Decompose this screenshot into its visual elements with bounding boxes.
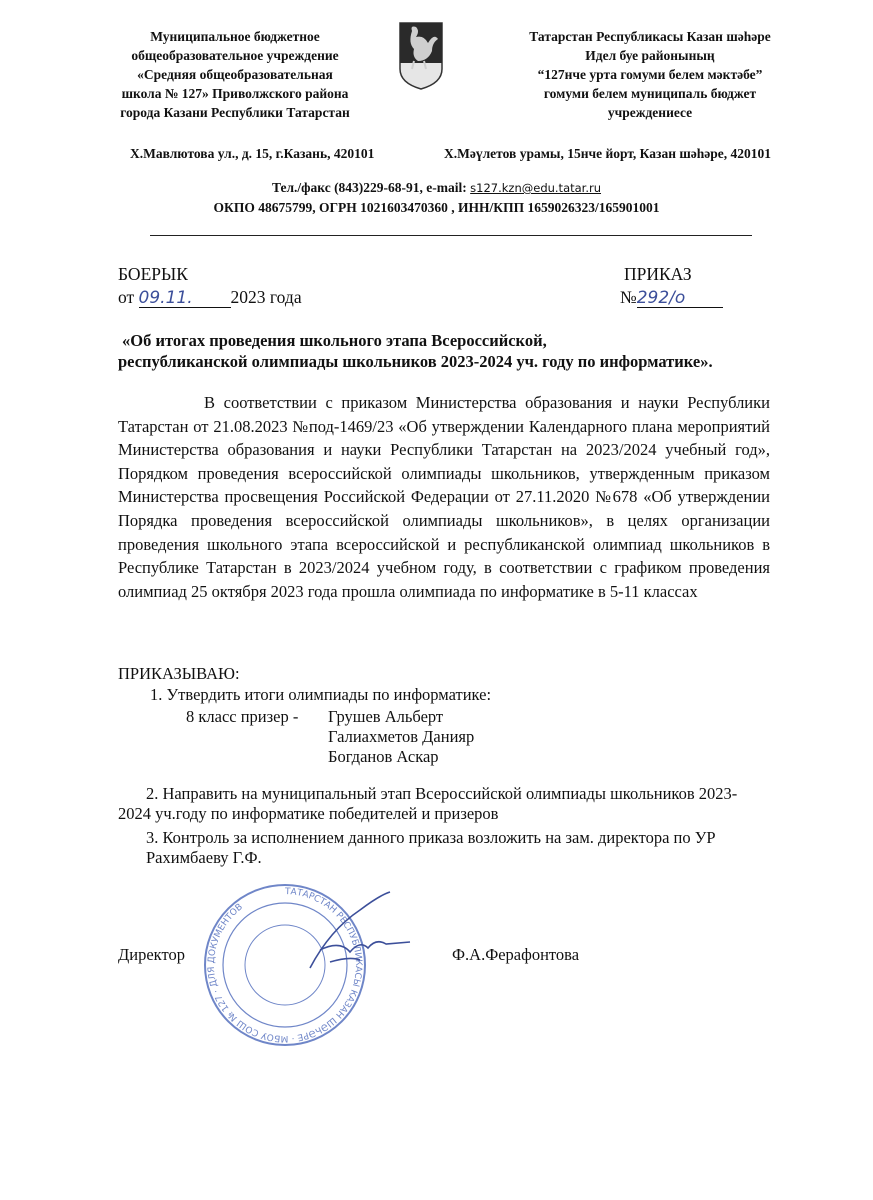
header-line: общеобразовательное учреждение — [131, 48, 339, 63]
order-date — [118, 287, 302, 308]
phone-fax: Тел./факс (843)229-68-91, e-mail: — [271, 180, 471, 195]
class-label: 8 класс призер - — [186, 707, 299, 726]
header-line: Муниципальное бюджетное — [150, 29, 320, 44]
coat-of-arms-icon — [398, 21, 444, 91]
header-line: Татарстан Республикасы Казан шәһәре — [529, 29, 771, 44]
signature-icon — [290, 890, 420, 980]
winner: Грушев Альберт — [328, 707, 444, 726]
date-prefix: от — [118, 287, 135, 307]
header-line: Идел буе районының — [585, 48, 715, 63]
number-prefix: № — [620, 287, 637, 307]
date-handwritten: 09.11. — [139, 289, 231, 308]
signatory-name: Ф.А.Ферафонтова — [452, 945, 580, 964]
decree-item-3 — [146, 828, 716, 868]
order-subject — [118, 330, 713, 372]
contacts — [0, 178, 873, 217]
header-line: “127нче урта гомуми белем мәктәбе” — [537, 67, 763, 82]
signatory-role: Директор — [118, 945, 185, 964]
header-line: учреждениесе — [607, 105, 693, 120]
title-russian: ПРИКАЗ — [624, 264, 692, 284]
item-line: 3. Контроль за исполнением данного приказа возложить на зам. директора по УР — [146, 828, 716, 847]
subject-line: «Об итогах проведения школьного этапа Всероссийской, — [122, 331, 547, 350]
email-link[interactable]: s127.kzn@edu.tatar.ru — [470, 181, 602, 195]
stamp-text: ТАТАРСТАН РЕСПУБЛИКАСЫ КАЗАН ШӘҺӘРЕ · МБОУ СОШ № 127 · ДЛЯ ДОКУМЕНТОВ — [206, 886, 364, 1044]
school-name-russian — [105, 27, 365, 122]
header-line: «Средняя общеобразовательная — [137, 67, 333, 82]
winner: Галиахметов Данияр — [328, 727, 475, 746]
number-handwritten: 292/о — [637, 289, 723, 308]
header-line: города Казани Республики Татарстан — [120, 105, 350, 120]
header-divider — [150, 235, 752, 236]
decree-heading: ПРИКАЗЫВАЮ: — [118, 664, 240, 683]
address-tatar: Х.Мәүлетов урамы, 15нче йорт, Казан шәһәре, 420101 — [444, 146, 772, 161]
item-line: 2024 уч.году по информатике победителей и призеров — [118, 804, 499, 823]
address-russian: Х.Мавлютова ул., д. 15, г.Казань, 420101 — [130, 146, 375, 161]
date-suffix: 2023 года — [230, 287, 302, 307]
decree-item-2 — [118, 784, 808, 824]
header-line: школа № 127» Приволжского района — [121, 86, 349, 101]
title-tatar: БОЕРЫК — [118, 264, 188, 284]
school-name-tatar — [500, 27, 800, 122]
preamble-paragraph: В соответствии с приказом Министерства образования и науки Республики Татарстан от 21.08.2023 №под-1469/23 «Об утверждении Календарного плана мероприятий Министерства образования и науки Республики Татарстан на 2023/2024 учебный год», Порядком проведения всероссийской олимпиады школьников, утвержденным приказом Министерства просвещения Российской Федерации от 27.11.2020 №678 «Об утверждении Порядка проведения всероссийской олимпиады школьников», в целях организации проведения школьного этапа всероссийской и республиканской олимпиад школьников в Республике Татарстан в 2023/2024 учебном году, в соответствии с графиком проведения олимпиад 25 октября 2023 года прошла олимпиада по информатике в 5-11 классах — [118, 393, 770, 601]
winners-list — [328, 707, 474, 767]
header-line: гомуми белем муниципаль бюджет — [543, 86, 757, 101]
item-line: 2. Направить на муниципальный этап Всероссийской олимпиады школьников 2023- — [146, 784, 738, 803]
registration-codes: ОКПО 48675799, ОГРН 1021603470360 , ИНН/КПП 1659026323/165901001 — [213, 200, 660, 215]
item-line: Рахимбаеву Г.Ф. — [146, 848, 262, 867]
order-number — [620, 287, 723, 308]
decree-item-1: 1. Утвердить итоги олимпиады по информатике: — [150, 685, 492, 704]
winner: Богданов Аскар — [328, 747, 439, 766]
subject-line: республиканской олимпиады школьников 2023-2024 уч. году по информатике». — [118, 352, 713, 371]
